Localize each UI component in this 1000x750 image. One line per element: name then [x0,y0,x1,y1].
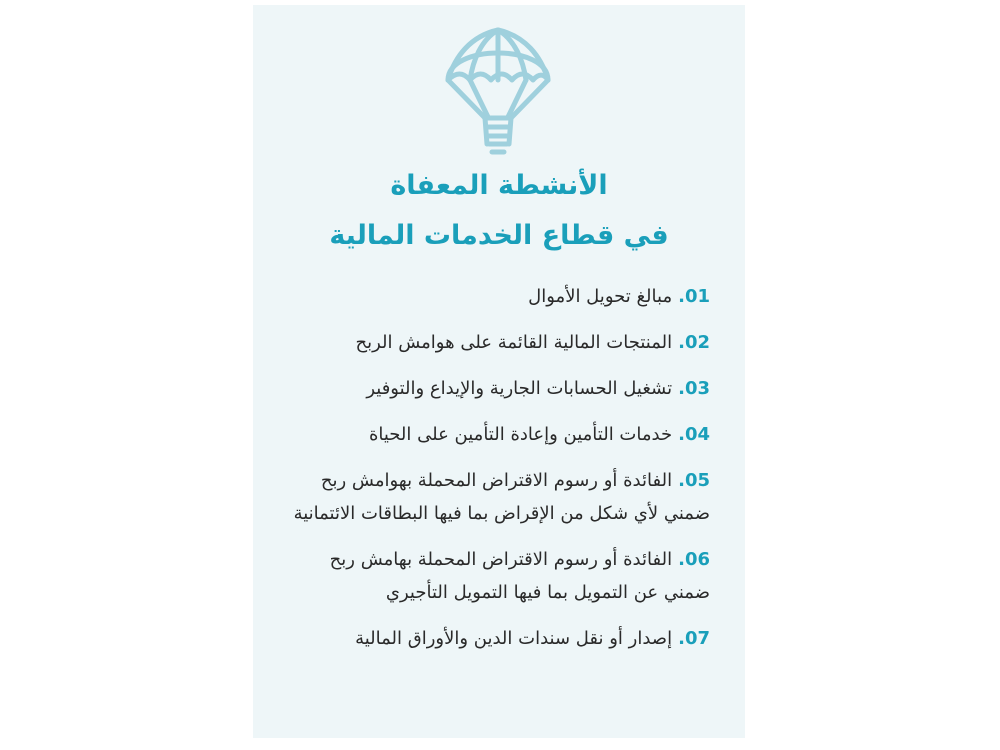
item-number: 03. [678,378,710,399]
item-text: الفائدة أو رسوم الاقتراض المحملة بهوامش ربح ضمني لأي شكل من الإقراض بما فيها البطاقات الائتمانية [293,470,710,524]
title-line-1: الأنشطة المعفاة [390,170,608,201]
item-number: 01. [678,286,710,307]
item-number: 02. [678,332,710,353]
title-line-2: في قطاع الخدمات المالية [329,220,669,251]
item-number: 04. [678,424,710,445]
item-number: 05. [678,470,710,491]
item-text: خدمات التأمين وإعادة التأمين على الحياة [368,424,673,445]
list-item [285,418,710,451]
list-item [285,326,710,359]
item-text: تشغيل الحسابات الجارية والإيداع والتوفير [366,378,673,399]
item-text: المنتجات المالية القائمة على هوامش الربح [355,332,673,353]
list-item [285,280,710,313]
item-number: 06. [678,549,710,570]
list-item [285,464,710,530]
list-item [285,372,710,405]
list-item [285,622,710,655]
item-text: الفائدة أو رسوم الاقتراض المحملة بهامش ربح ضمني عن التمويل بما فيها التمويل التأجيري [329,549,710,603]
item-text: إصدار أو نقل سندات الدين والأوراق المالية [355,628,673,649]
list-item [285,543,710,609]
exempt-activities-list [285,280,710,668]
item-text: مبالغ تحويل الأموال [528,286,673,307]
item-number: 07. [678,628,710,649]
parachute-lightbulb-icon [443,22,553,157]
